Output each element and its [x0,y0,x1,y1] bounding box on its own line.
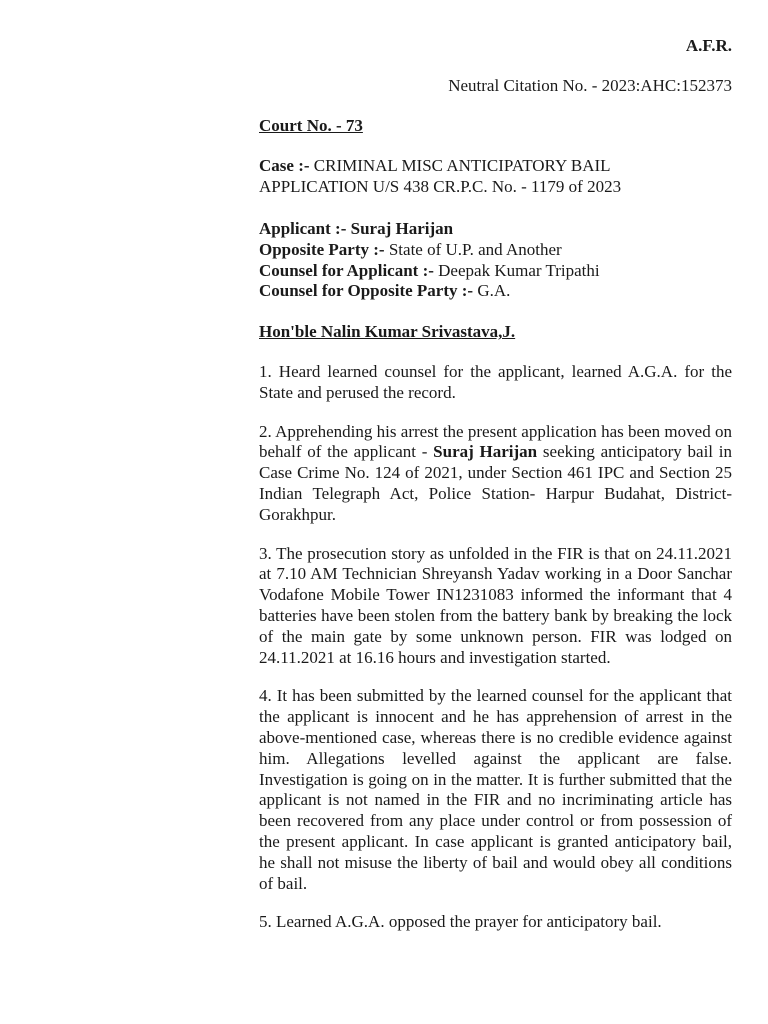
counsel-applicant-row [259,261,732,282]
paragraph-5: 5. Learned A.G.A. opposed the prayer for anticipatory bail. [259,912,662,932]
case-details [259,156,732,198]
case-title-line1: CRIMINAL MISC ANTICIPATORY BAIL [313,156,611,176]
paragraph-3: 3. The prosecution story as unfolded in the FIR is that on 24.11.2021 at 7.10 AM Technician Shreyansh Yadav working in a Door Sanchar Vodafone Mobile Tower IN1231083 informed the informant that 4 batteries have been stolen from the battery bank by breaking the lock of the main gate by some unknown person. FIR was lodged on 24.11.2021 at 16.16 hours and investigation started. [259,543,732,667]
case-title-line2: APPLICATION U/S 438 CR.P.C. No. - 1179 of 2023 [259,177,622,197]
parties-block [259,219,732,302]
paragraph-1: 1. Heard learned counsel for the applicant, learned A.G.A. for the State and perused the record. [259,361,732,402]
order-document [259,36,732,951]
applicant-label: Applicant :- [259,218,347,238]
counsel-applicant-label: Counsel for Applicant :- [259,260,434,280]
opposite-party-name: State of U.P. and Another [388,239,562,259]
paragraph-4: 4. It has been submitted by the learned counsel for the applicant that the applicant is innocent and he has apprehension of arrest in the above-mentioned case, whereas there is no credible evidence against him. Allegations levelled against the applicant are false. Investigation is going on in the matter. It is further submitted that the applicant is not named in the FIR and no incriminating article has been recovered from any place under control or from possession of the present applicant. In case applicant is granted anticipatory bail, he shall not misuse the liberty of bail and would obey all conditions of bail. [259,686,732,893]
applicant-row [259,219,732,240]
paragraph-2-before: 2. Apprehending his arrest the present application has been moved on behalf of the applicant - [259,421,732,462]
paragraph-2-applicant-name: Suraj Harijan [433,442,538,462]
paragraph-2 [259,422,732,526]
opposite-party-row [259,240,732,261]
neutral-citation: Neutral Citation No. - 2023:AHC:152373 [448,75,732,95]
counsel-opposite-row [259,281,732,302]
paragraph-2-after: seeking anticipatory bail in Case Crime No. 124 of 2021, under Section 461 IPC and Section 25 Indian Telegraph Act, Police Station- Harpur Budahat, District- Gorakhpur. [259,442,733,524]
court-number: Court No. - 73 [259,115,363,135]
case-label: Case :- [259,156,310,176]
counsel-applicant-name: Deepak Kumar Tripathi [438,260,600,280]
judge-name: Hon'ble Nalin Kumar Srivastava,J. [259,322,516,342]
counsel-opposite-label: Counsel for Opposite Party :- [259,281,474,301]
opposite-party-label: Opposite Party :- [259,239,385,259]
counsel-opposite-name: G.A. [477,281,511,301]
afr-marker: A.F.R. [685,36,732,55]
applicant-name: Suraj Harijan [350,218,454,238]
